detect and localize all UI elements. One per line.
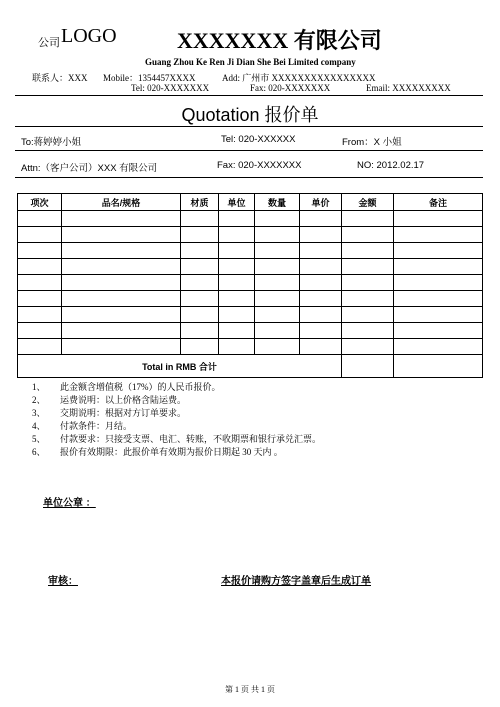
page-number: 第 1 页 共 1 页 bbox=[225, 685, 275, 694]
quotation-number: NO: 2012.02.17 bbox=[357, 160, 425, 171]
table-row bbox=[18, 227, 483, 243]
document-title: Quotation 报价单 bbox=[181, 105, 319, 125]
note-text: 此金额含增值税（17%）的人民币报价。 bbox=[60, 382, 221, 392]
column-header-material: 材质 bbox=[181, 194, 219, 211]
table-row bbox=[18, 259, 483, 275]
contact-mobile: Mobile：1354457XXXX bbox=[103, 73, 196, 83]
list-item bbox=[32, 433, 321, 446]
total-label: Total in RMB 合计 bbox=[18, 355, 342, 378]
company-email: Email: XXXXXXXXX bbox=[366, 83, 451, 93]
company-fax: Fax: 020-XXXXXXX bbox=[250, 83, 331, 93]
terms-list bbox=[32, 381, 321, 459]
total-amount-cell[interactable] bbox=[342, 355, 394, 378]
list-item bbox=[32, 446, 321, 459]
company-address: Add: 广州市 XXXXXXXXXXXXXXXX bbox=[222, 73, 376, 83]
review-label: 审核： bbox=[48, 576, 78, 587]
table-row bbox=[18, 339, 483, 355]
logo-prefix: 公司 bbox=[38, 36, 60, 49]
table-row bbox=[18, 211, 483, 227]
column-header-amount: 金额 bbox=[342, 194, 394, 211]
table-row bbox=[18, 323, 483, 339]
list-item bbox=[32, 420, 321, 433]
meta-divider-2 bbox=[15, 177, 483, 178]
header-divider bbox=[15, 95, 483, 96]
note-number: 6、 bbox=[32, 447, 46, 457]
note-text: 付款条件：月结。 bbox=[60, 421, 133, 431]
table-row bbox=[18, 307, 483, 323]
meta-divider-1 bbox=[15, 150, 483, 151]
column-header-product: 品名/规格 bbox=[62, 194, 181, 211]
list-item bbox=[32, 381, 321, 394]
list-item bbox=[32, 407, 321, 420]
column-header-quantity: 数量 bbox=[255, 194, 300, 211]
column-header-remarks: 备注 bbox=[394, 194, 483, 211]
company-tel: Tel: 020-XXXXXXX bbox=[131, 83, 210, 93]
company-name: XXXXXXX 有限公司 bbox=[177, 28, 382, 53]
order-confirmation-note: 本报价请购方签字盖章后生成订单 bbox=[221, 576, 371, 587]
title-divider bbox=[15, 126, 483, 127]
total-remarks-cell[interactable] bbox=[394, 355, 483, 378]
sender: From：X 小姐 bbox=[342, 137, 402, 148]
list-item bbox=[32, 394, 321, 407]
contact-person: 联系人：XXX bbox=[32, 73, 88, 83]
total-row bbox=[18, 355, 483, 378]
company-english-name: Guang Zhou Ke Ren Ji Dian She Bei Limited company bbox=[145, 57, 356, 67]
logo-text: LOGO bbox=[61, 25, 117, 47]
table-row bbox=[18, 291, 483, 307]
recipient: To:蒋婷婷小姐 bbox=[21, 137, 82, 148]
company-stamp-label: 单位公章 ： bbox=[43, 498, 96, 509]
note-number: 1、 bbox=[32, 382, 46, 392]
column-header-unit: 单位 bbox=[219, 194, 255, 211]
sender-tel: Tel: 020-XXXXXX bbox=[221, 134, 296, 145]
quotation-table bbox=[17, 193, 483, 378]
column-header-unit-price: 单价 bbox=[300, 194, 342, 211]
table-row bbox=[18, 243, 483, 259]
table-row bbox=[18, 275, 483, 291]
column-header-item-no: 项次 bbox=[18, 194, 62, 211]
note-text: 运费说明：以上价格含陆运费。 bbox=[60, 395, 187, 405]
note-text: 付款要求：只接受支票、电汇、转账，不收期票和银行承兑汇票。 bbox=[60, 434, 322, 444]
note-number: 3、 bbox=[32, 408, 46, 418]
sender-fax: Fax: 020-XXXXXXX bbox=[217, 160, 302, 171]
table-header-row bbox=[18, 194, 483, 211]
note-number: 5、 bbox=[32, 434, 46, 444]
note-text: 报价有效期限：此报价单有效期为报价日期起 30 天内 。 bbox=[60, 447, 283, 457]
note-number: 2、 bbox=[32, 395, 46, 405]
note-number: 4、 bbox=[32, 421, 46, 431]
attention: Attn:（客户公司）XXX 有限公司 bbox=[21, 163, 158, 174]
note-text: 交期说明：根据对方订单要求。 bbox=[60, 408, 187, 418]
